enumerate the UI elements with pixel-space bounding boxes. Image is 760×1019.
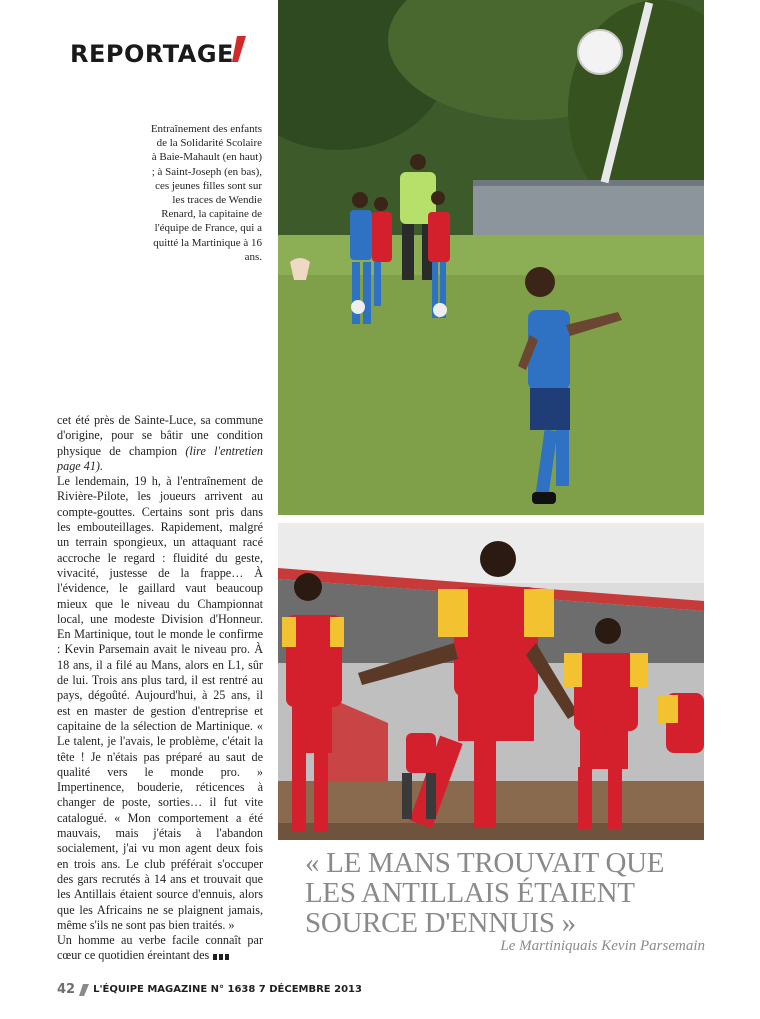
continued-marker-icon: [213, 954, 229, 960]
pull-quote-attribution: Le Martiniquais Kevin Parsemain: [500, 938, 705, 954]
page-number: 42: [57, 982, 76, 997]
photo-caption: Entraînement des enfants de la Solidarité Scolaire à Baie-Mahault (en haut) ; à Saint-Joseph (en bas), ces jeunes filles sont sur les traces de Wendie Renard, la capitaine de l'équipe de France, qui a quitté la Martinique à 16 ans.: [150, 123, 262, 263]
photo-girls-stretching: [278, 523, 704, 840]
section-rubric: REPORTAGE: [70, 40, 234, 68]
photo-children-training: [278, 0, 704, 515]
article-paragraph: Le lendemain, 19 h, à l'entraînement de Rivière-Pilote, les joueurs arrivent au compte-gouttes. Certains sont pris dans les embouteillages. Rapidement, malgré un terrain spongieux, un attaquant racé accroche le regard : fluidité du geste, vivacité, justesse de la frappe… À l'évidence, le gaillard vaut beaucoup mieux que le niveau du Championnat local, une modeste Division d'Honneur. En Martinique, tout le monde le confirme : Kevin Parsemain avait le niveau pro. À 18 ans, il a filé au Mans, alors en L1, sûr de lui. Trois ans plus tard, il est rentré au pays, dégoûté. Aujourd'hui, à 25 ans, il est en master de gestion d'entreprise et capitaine de la sélection de Martinique. « Le talent, je l'avais, le problème, c'était la tête ! Je n'étais pas préparé au saut de qualité vers le monde pro. » Impertinence, bouderie, réticences à changer de poste, sorties… il fut vite catalogué. « Mon comportement a été mauvais, mais j'étais à l'abandon socialement, j'ai vu mon agent deux fois en trois ans. Le club préférait s'occuper des gars recrutés à 14 ans et trouvait que les Antillais étaient source d'ennuis, alors que les Africains ne se plaignent jamais, même s'ils ne sont pas bien traités. »: [57, 474, 263, 932]
article-paragraph-text: Un homme au verbe facile connaît par cœur ce quotidien éreintant des: [57, 933, 263, 963]
pull-quote: « LE MANS TROUVAIT QUE LES ANTILLAIS ÉTAIENT SOURCE D'ENNUIS »: [305, 847, 665, 939]
article-body: [57, 413, 263, 964]
article-paragraph: [57, 413, 263, 474]
article-cross-reference: (lire l'entretien page 41).: [57, 443, 263, 473]
rubric-apostrophe-icon: [232, 36, 246, 62]
slash-separator-icon: [79, 984, 89, 996]
article-paragraph: [57, 933, 263, 964]
publication-line: L'ÉQUIPE MAGAZINE N° 1638 7 DÉCEMBRE 2013: [93, 984, 362, 995]
page-footer: [57, 982, 362, 997]
article-paragraph-text: cet été près de Sainte-Luce, sa commune d'origine, pour se bâtir une condition physique de champion: [57, 413, 263, 458]
